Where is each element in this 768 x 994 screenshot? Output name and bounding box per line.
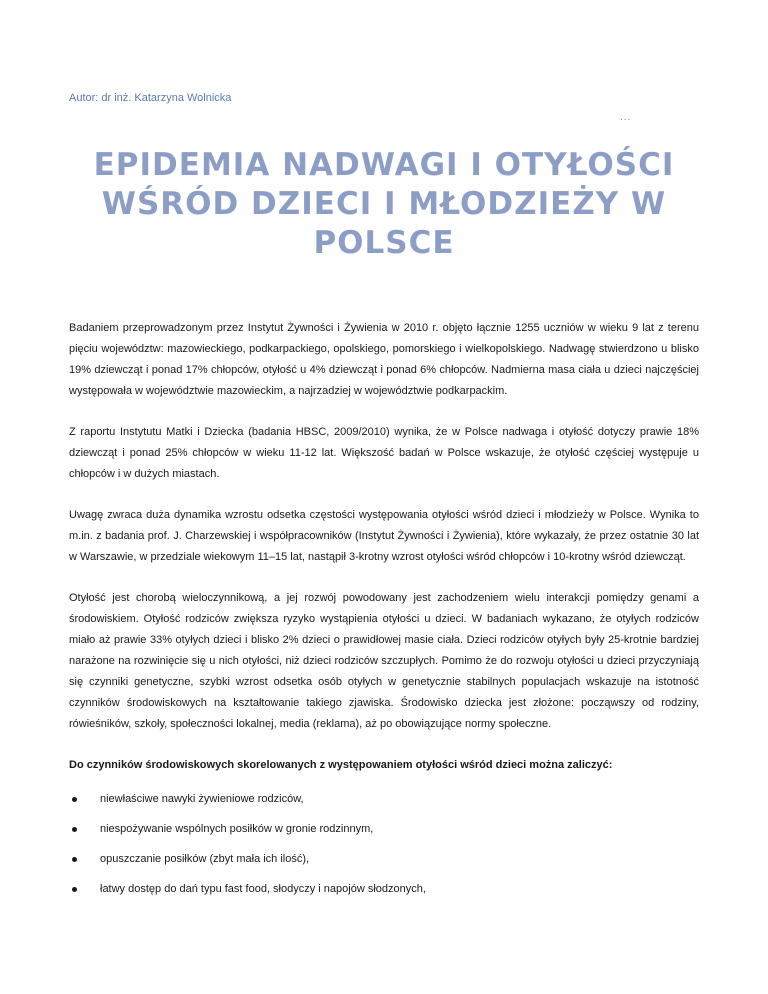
paragraph-1: Badaniem przeprowadzonym przez Instytut Żywności i Żywienia w 2010 r. objęto łącznie 1255 uczniów w wieku 9 lat z terenu pięciu województw: mazowieckiego, podkarpackiego, opolskiego, pomorskiego i wielkopolskiego. Nadwagę stwierdzono u blisko 19% dziewcząt i ponad 17% chłopców, otyłość u 4% dziewcząt i ponad 6% chłopców. Nadmierna masa ciała u dzieci najczęściej występowała w województwie mazowieckim, a najrzadziej w województwie podkarpackim.: [69, 322, 699, 397]
ellipsis-marker: ...: [620, 112, 632, 123]
paragraph-2: Z raportu Instytutu Matki i Dziecka (badania HBSC, 2009/2010) wynika, że w Polsce nadwaga i otyłość dotyczy prawie 18% dziewcząt i ponad 25% chłopców w wieku 11-12 lat. Większość badań w Polsce wskazuje, że otyłość częściej występuje u chłopców i w dużych miastach.: [69, 426, 699, 480]
bullet-icon: [72, 827, 77, 832]
paragraph-4: Otyłość jest chorobą wieloczynnikową, a jej rozwój powodowany jest zachodzeniem wielu interakcji pomiędzy genami a środowiskiem. Otyłość rodziców zwiększa ryzyko wystąpienia otyłości u dzieci. W badaniach wykazano, że otyłych rodziców miało aż prawie 33% otyłych dzieci i blisko 2% dzieci o prawidłowej masie ciała. Dzieci rodziców otyłych były 25-krotnie bardziej narażone na rozwinięcie się u nich otyłości, niż dzieci rodziców szczupłych. Pomimo że do rozwoju otyłości u dzieci przyczyniają się czynniki genetyczne, szybki wzrost odsetka osób otyłych w genetycznie stabilnych populacjach wskazuje na istotność czynników środowiskowych na kształtowanie takiego zjawiska. Środowisko dziecka jest złożone: począwszy od rodziny, rówieśników, szkoły, społeczności lokalnej, media (reklama), aż po obowiązujące normy społeczne.: [69, 592, 699, 730]
list-item-text: łatwy dostęp do dań typu fast food, słodyczy i napojów słodzonych,: [100, 883, 426, 895]
document-title: EPIDEMIA NADWAGI I OTYŁOŚCI WŚRÓD DZIECI I MŁODZIEŻY W POLSCE: [93, 147, 675, 261]
bullet-icon: [72, 857, 77, 862]
bullet-icon: [72, 887, 77, 892]
factor-list: [69, 790, 699, 898]
list-item: [69, 880, 699, 898]
list-item-text: niespożywanie wspólnych posiłków w gronie rodzinnym,: [100, 823, 374, 835]
list-item-text: opuszczanie posiłków (zbyt mała ich ilość),: [100, 853, 310, 865]
list-item: [69, 790, 699, 808]
document-body: [69, 318, 699, 910]
author-line: Autor: dr inż. Katarzyna Wolnicka: [69, 92, 232, 104]
paragraph-3: Uwagę zwraca duża dynamika wzrostu odsetka częstości występowania otyłości wśród dzieci i młodzieży w Polsce. Wynika to m.in. z badania prof. J. Charzewskiej i współpracowników (Instytut Żywności i Żywienia), które wykazały, że przez ostatnie 30 lat w Warszawie, w przedziale wiekowym 11–15 lat, nastąpił 3-krotny wzrost otyłości wśród chłopców i 10-krotny wśród dziewcząt.: [69, 509, 699, 563]
list-item: [69, 820, 699, 838]
list-item-text: niewłaściwe nawyki żywieniowe rodziców,: [100, 793, 304, 805]
list-item: [69, 850, 699, 868]
list-heading: Do czynników środowiskowych skorelowanych z występowaniem otyłości wśród dzieci można zaliczyć:: [69, 759, 613, 771]
bullet-icon: [72, 797, 77, 802]
